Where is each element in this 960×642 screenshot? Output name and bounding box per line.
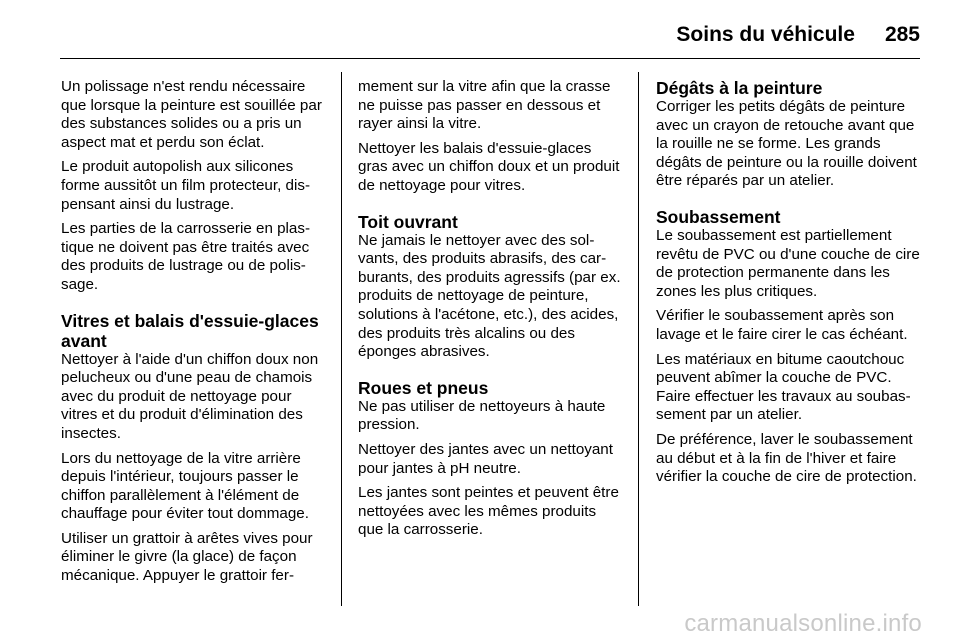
section-heading: Dégâts à la peinture [656,78,823,98]
paragraph: Utiliser un grattoir à arêtes vives pour éliminer le givre (la glace) de façon mécanique. Appuyer le grattoir fer- [61,529,313,585]
text-column-3 [656,78,922,493]
paragraph: mement sur la vitre afin que la crasse ne puisse pas passer en dessous et rayer ainsi la vitre. [358,78,611,133]
paragraph: Ne jamais le nettoyer avec des solvants, des produits abrasifs, des carburants, des produits agressifs (par ex. produits de nettoyage de peinture, solutions à l'acétone, etc.), des acides, des produits très alcalins ou des éponges abrasives. [358,231,621,361]
page-number: 285 [884,23,920,46]
paragraph: Nettoyer à l'aide d'un chiffon doux non pelucheux ou d'une peau de chamois avec du produit de nettoyage pour vitres et du produit d'élimination des insectes. [61,350,319,442]
text-column-2 [358,78,624,546]
paragraph: Corriger les petits dégâts de peinture avec un crayon de retouche avant que la rouille ne se forme. Les grands dégâts de peinture ou la rouille doivent être réparés par un atelier. [656,98,917,190]
column-divider [638,72,639,606]
paragraph: Vérifier le soubassement après son lavage et le faire cirer le cas échéant. [656,307,908,343]
page-title: Soins du véhicule [676,23,855,46]
section-heading: Roues et pneus [358,377,489,398]
section-heading: Vitres et balais d'essuie-glaces avant [61,310,319,351]
watermark: carmanualsonline.info [684,610,922,637]
text-column-1 [61,78,327,592]
paragraph: Les parties de la carrosserie en plastique ne doivent pas être traités avec des produits de lustrage ou de polissage. [61,220,311,293]
section-heading: Toit ouvrant [358,211,458,232]
paragraph: Lors du nettoyage de la vitre arrière depuis l'intérieur, toujours passer le chiffon parallèlement à l'élément de chauffage pour éviter tout dommage. [61,449,309,523]
header-rule [60,58,920,59]
paragraph: Le soubassement est partiellement revêtu de PVC ou d'une couche de cire de protection permanente dans les zones les plus critiques. [656,226,920,300]
paragraph: Ne pas utiliser de nettoyeurs à haute pression. [358,397,606,434]
section-heading: Soubassement [656,206,781,227]
paragraph: Le produit autopolish aux silicones forme aussitôt un film protecteur, dispensant ainsi du lustrage. [61,158,311,213]
paragraph: Nettoyer des jantes avec un nettoyant pour jantes à pH neutre. [358,440,613,477]
paragraph: Les jantes sont peintes et peuvent être nettoyées avec les mêmes produits que la carrosserie. [358,484,619,539]
paragraph: De préférence, laver le soubassement au début et à la fin de l'hiver et faire vérifier la couche de cire de protection. [656,430,917,486]
paragraph: Les matériaux en bitume caoutchouc peuvent abîmer la couche de PVC. Faire effectuer les travaux au soubassement par un atelier. [656,350,911,424]
column-divider [341,72,342,606]
page-header [60,20,920,50]
paragraph: Un polissage n'est rendu nécessaire que lorsque la peinture est souillée par des substances solides ou a pris un aspect mat et perdu son éclat. [61,78,322,151]
paragraph: Nettoyer les balais d'essuie-glaces gras avec un chiffon doux et un produit de nettoyage pour vitres. [358,139,620,194]
